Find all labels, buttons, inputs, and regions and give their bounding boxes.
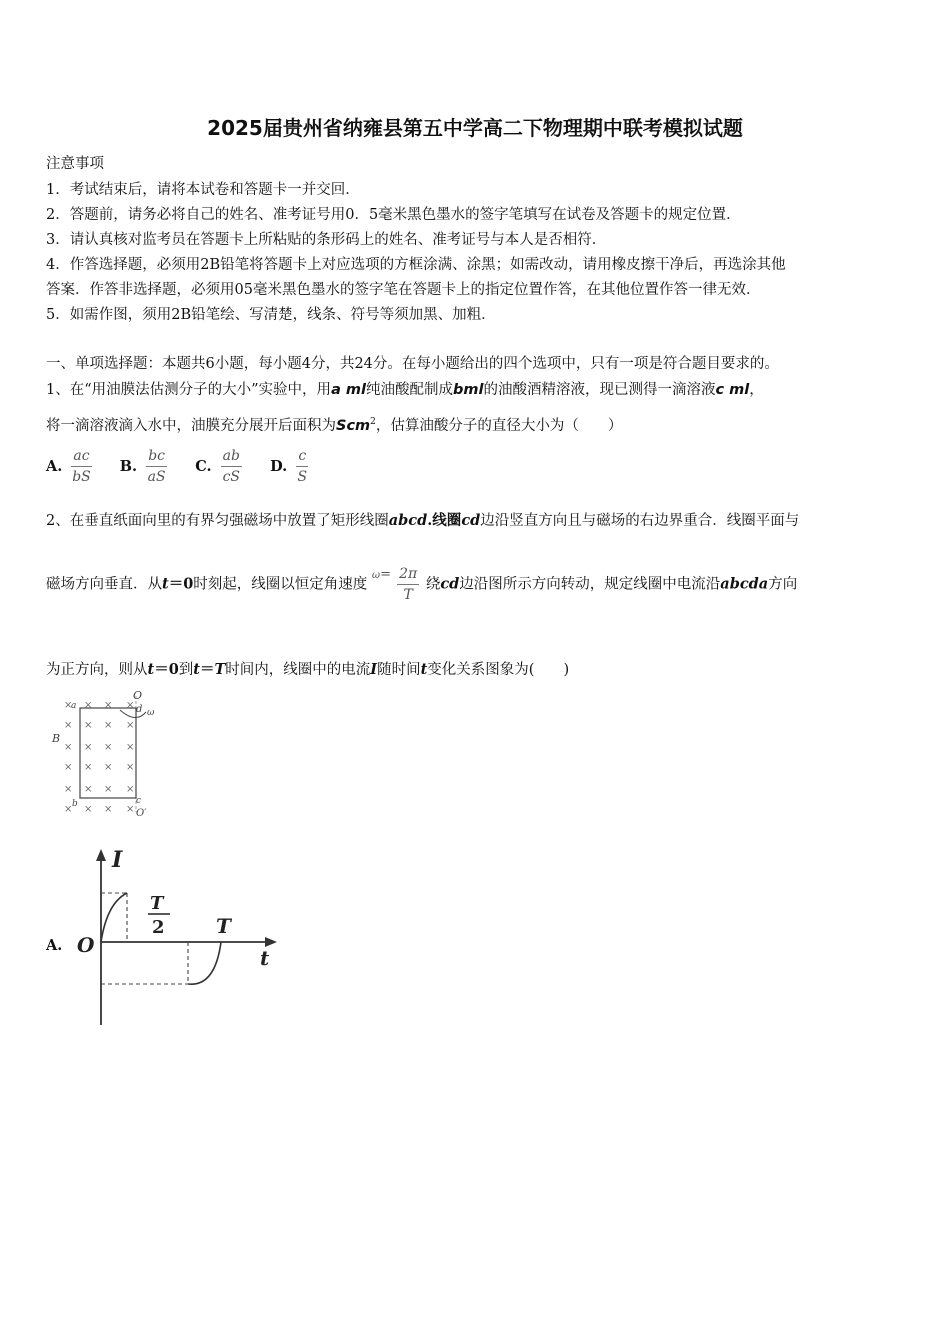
field-mark-0-0: × (64, 700, 73, 711)
field-mark-4-3: × (126, 784, 135, 795)
q1-option-b-frac[interactable] (146, 448, 167, 485)
q2-var-T: T (214, 661, 226, 678)
q2-line-1 (46, 509, 799, 530)
q1-line-1 (46, 378, 764, 399)
q2-var-t1: t (147, 661, 155, 678)
field-mark-3-2: × (104, 762, 113, 773)
q1-option-b-den: aS (147, 469, 166, 485)
label-a: a (71, 701, 77, 711)
q2-omega: ω (371, 570, 381, 581)
field-mark-2-0: × (64, 742, 73, 753)
q2-text-13: 变化关系图象为( ) (427, 662, 570, 678)
field-mark-2-2: × (104, 742, 113, 753)
field-mark-3-0: × (64, 762, 73, 773)
q2-var-t2: t (193, 661, 200, 678)
notice-item-4: 4．作答选择题，必须用2B铅笔将答题卡上对应选项的方框涂满、涂黑；如需改动，请用橡皮擦干净后，再选涂其他 (46, 257, 786, 273)
q2-omega-eq: = (380, 567, 391, 582)
graph-label-half-den: 2 (152, 917, 165, 938)
label-B: B (52, 732, 61, 745)
notice-item-4-cont: 答案．作答非选择题，必须用05毫米黑色墨水的签字笔在答题卡上的指定位置作答，在其他位置作答一律无效． (46, 282, 761, 298)
label-O: O (133, 689, 143, 702)
q2-text-6: 绕 (425, 576, 441, 593)
q2-omega-num: 2π (397, 566, 419, 585)
q1-var-c: c ml (715, 382, 750, 398)
field-mark-4-2: × (104, 784, 113, 795)
q2-var-t3: t (420, 661, 428, 678)
field-mark-4-1: × (84, 784, 93, 795)
graph-label-half-num: T (150, 893, 164, 914)
y-axis-arrow-icon (96, 849, 106, 861)
field-mark-3-3: × (126, 762, 135, 773)
field-mark-3-1: × (84, 762, 93, 773)
label-omega: ω (147, 708, 155, 718)
label-c: c (136, 796, 142, 806)
q2-text-1: 2、在垂直纸面向里的有界匀强磁场中放置了矩形线圈 (46, 513, 389, 529)
q2-text-2: .线圈 (427, 512, 462, 529)
field-mark-5-3: × (126, 804, 135, 815)
field-mark-5-0: × (64, 804, 73, 815)
q1-option-a-den: bS (72, 469, 91, 485)
q1-option-c-frac[interactable] (221, 448, 242, 485)
q2-line-2 (46, 566, 797, 603)
q1-option-c-num: ab (221, 448, 242, 467)
q2-text-7: 边沿图所示方向转动，规定线圈中电流沿 (459, 576, 721, 593)
q2-eq-1: ＝0 (154, 661, 179, 678)
q1-text-2: 纯油酸配制成 (365, 382, 453, 398)
field-mark-5-1: × (84, 804, 93, 815)
page-title: 2025届贵州省纳雍县第五中学高二下物理期中联考模拟试题 (207, 116, 743, 140)
field-mark-1-0: × (64, 720, 73, 731)
q1-option-b-num: bc (146, 448, 167, 467)
field-mark-5-2: × (104, 804, 113, 815)
coil-figure (50, 688, 160, 820)
field-mark-0-1: × (84, 700, 93, 711)
q1-sup: 2 (370, 417, 376, 428)
q2-text-10: 到 (178, 662, 194, 678)
q2-var-cd-2: cd (440, 575, 460, 593)
q2-omega-formula (372, 566, 421, 603)
q1-option-a-num: ac (71, 448, 91, 467)
q2-omega-frac (397, 566, 419, 603)
q2-text-5: 时刻起，线圈以恒定角速度 (193, 576, 368, 593)
q1-var-b: bml (452, 382, 484, 398)
q1-text-4: ， (749, 382, 764, 398)
q2-text-4: 磁场方向垂直．从 (46, 576, 162, 593)
q1-option-c-den: cS (222, 469, 240, 485)
notice-heading: 注意事项 (46, 156, 104, 172)
label-O-prime: O′ (136, 808, 147, 819)
q1-option-a-label[interactable]: A. (46, 458, 63, 475)
q2-text-9: 为正方向，则从 (46, 662, 148, 678)
graph-label-t: t (260, 946, 270, 970)
field-mark-0-2: × (104, 700, 113, 711)
field-mark-0-3: × (126, 700, 135, 711)
q2-text-11: 时间内，线圈中的电流 (225, 662, 371, 678)
notice-item-2: 2．答题前，请务必将自己的姓名、准考证号用0．5毫米黑色墨水的签字笔填写在试卷及答题卡的规定位置． (46, 207, 741, 223)
field-mark-1-2: × (104, 720, 113, 731)
notice-item-3: 3．请认真核对监考员在答题卡上所粘贴的条形码上的姓名、准考证号与本人是否相符． (46, 232, 607, 248)
q1-text-5: 将一滴溶液滴入水中，油膜充分展开后面积为 (46, 418, 336, 434)
label-b: b (72, 799, 78, 809)
q1-option-c-label[interactable]: C. (195, 458, 212, 475)
label-d: d (136, 704, 143, 715)
q2-eq-2: ＝ (200, 661, 215, 678)
field-mark-1-3: × (126, 720, 135, 731)
q2-option-a-graph[interactable] (70, 845, 285, 1030)
field-mark-2-3: × (126, 742, 135, 753)
q1-option-b-label[interactable]: B. (119, 458, 138, 475)
q2-var-I: I (370, 661, 378, 678)
q2-text-3: 边沿竖直方向且与磁场的右边界重合．线圈平面与 (480, 513, 800, 529)
q2-line-3 (46, 658, 569, 679)
field-mark-4-0: × (64, 784, 73, 795)
q2-var-abcda: abcda (720, 575, 769, 593)
field-mark-2-1: × (84, 742, 93, 753)
q2-var-cd: cd (461, 512, 481, 529)
graph-label-origin: O (77, 933, 95, 957)
q2-var-abcd: abcd (388, 512, 428, 529)
notice-item-1: 1．考试结束后，请将本试卷和答题卡一并交回． (46, 182, 360, 198)
q1-option-d-label[interactable]: D. (270, 458, 288, 475)
q2-text-12: 随时间 (377, 662, 421, 678)
q1-text-3: 的油酸酒精溶液，现已测得一滴溶液 (483, 382, 716, 398)
q2-eq-0: ＝0 (168, 575, 194, 593)
q2-var-t0: t (162, 575, 169, 593)
graph-label-I: I (112, 847, 123, 873)
q2-text-8: 方向 (768, 576, 798, 593)
q1-option-d-den: S (297, 469, 308, 485)
q1-var-s: Scm (336, 418, 371, 434)
current-curve-negative (188, 942, 221, 984)
q1-var-a: a ml (331, 382, 366, 398)
q1-text-1: 1、在“用油膜法估测分子的大小”实验中，用 (46, 382, 332, 398)
q1-option-d-frac[interactable] (296, 448, 308, 485)
q1-options (46, 448, 312, 485)
graph-label-T: T (216, 914, 231, 938)
q2-omega-den: T (403, 587, 413, 603)
section-heading: 一、单项选择题：本题共6小题，每小题4分，共24分。在每小题给出的四个选项中，只有一项是符合题目要求的。 (46, 356, 779, 372)
notice-item-5: 5．如需作图，须用2B铅笔绘、写清楚，线条、符号等须加黑、加粗． (46, 307, 496, 323)
q2-option-a-label[interactable]: A. (46, 937, 63, 954)
q1-line-2 (46, 414, 622, 435)
q1-option-d-num: c (296, 448, 308, 467)
current-curve-positive (101, 893, 127, 942)
field-mark-1-1: × (84, 720, 93, 731)
q1-text-6: ，估算油酸分子的直径大小为（ ） (375, 418, 623, 434)
q1-option-a-frac[interactable] (71, 448, 91, 485)
